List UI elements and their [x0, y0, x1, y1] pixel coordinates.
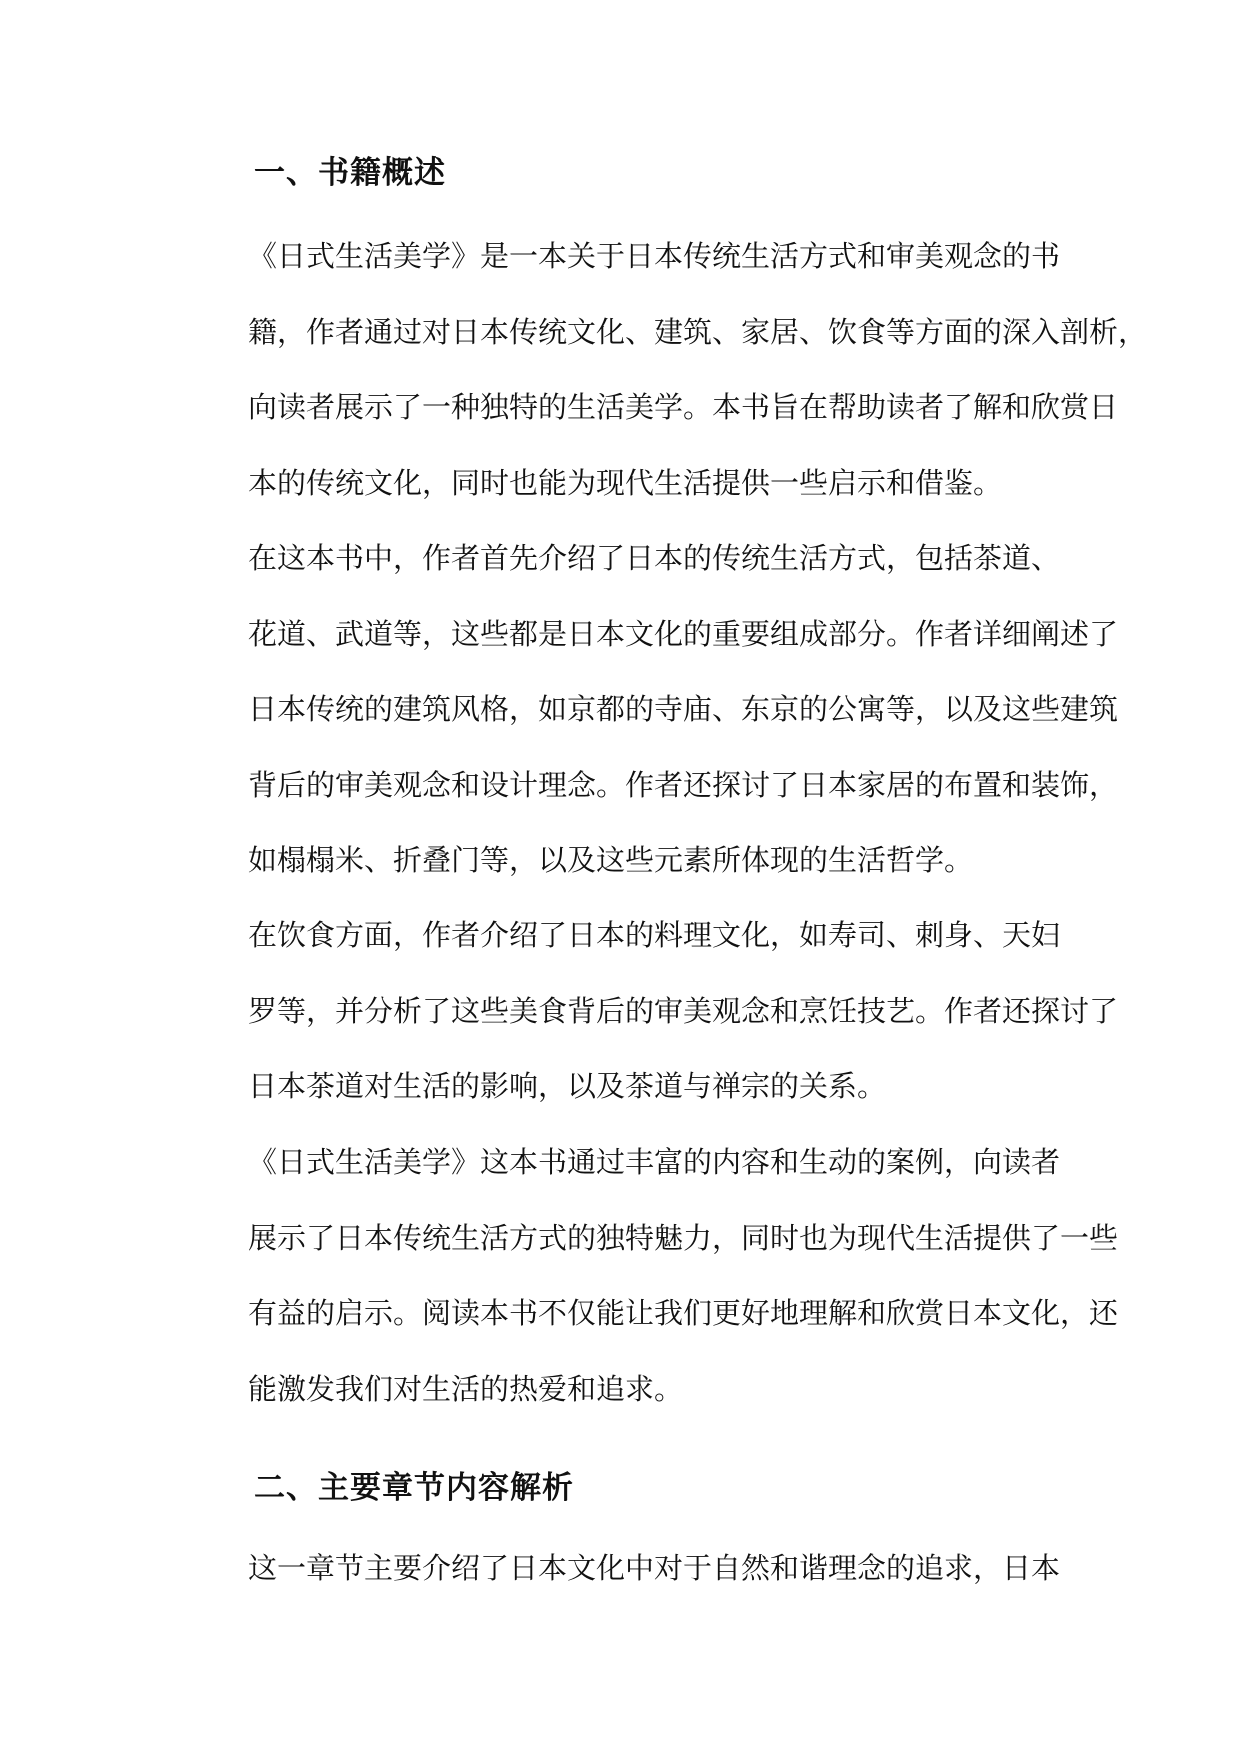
text-line: 在这本书中，作者首先介绍了日本的传统生活方式，包括茶道、: [248, 541, 1061, 575]
text-line: 有益的启示。阅读本书不仅能让我们更好地理解和欣赏日本文化，还: [248, 1296, 1119, 1330]
text-line: 花道、武道等，这些都是日本文化的重要组成部分。作者详细阐述了: [248, 616, 1119, 651]
text-line: 日本传统的建筑风格，如京都的寺庙、东京的公寓等，以及这些建筑: [248, 692, 1119, 726]
paragraph-summary: [190, 1125, 1119, 1427]
text-line: 本的传统文化，同时也能为现代生活提供一些启示和借鉴。: [248, 465, 1003, 500]
text-line: 罗等，并分析了这些美食背后的审美观念和烹饪技艺。作者还探讨了: [248, 993, 1119, 1028]
text-line: 在饮食方面，作者介绍了日本的料理文化，如寿司、刺身、天妇: [248, 918, 1061, 952]
text-line: 这一章节主要介绍了日本文化中对于自然和谐理念的追求，日本: [248, 1551, 1061, 1585]
section-heading-chapters: 二、主要章节内容解析: [254, 1470, 574, 1506]
text-line: 如榻榻米、折叠门等，以及这些元素所体现的生活哲学。: [248, 843, 974, 877]
text-line: 籍，作者通过对日本传统文化、建筑、家居、饮食等方面的深入剖析，: [248, 314, 1148, 349]
text-line: 向读者展示了一种独特的生活美学。本书旨在帮助读者了解和欣赏日: [248, 390, 1119, 424]
text-line: 展示了日本传统生活方式的独特魅力，同时也为现代生活提供了一些: [248, 1220, 1119, 1255]
text-line: 背后的审美观念和设计理念。作者还探讨了日本家居的布置和装饰，: [248, 767, 1119, 802]
section-heading-overview: 一、书籍概述: [254, 155, 446, 191]
text-line: 能激发我们对生活的热爱和追求。: [248, 1371, 684, 1406]
paragraph-cuisine: [190, 898, 1119, 1125]
text-line: 日本茶道对生活的影响，以及茶道与禅宗的关系。: [248, 1069, 887, 1103]
paragraph-chapter-intro: [190, 1531, 1070, 1607]
text-line: 《日式生活美学》是一本关于日本传统生活方式和审美观念的书: [248, 239, 1061, 273]
paragraph-lifestyle: [190, 521, 1119, 899]
paragraph-intro: [190, 219, 1148, 521]
text-line: 《日式生活美学》这本书通过丰富的内容和生动的案例，向读者: [248, 1145, 1061, 1179]
